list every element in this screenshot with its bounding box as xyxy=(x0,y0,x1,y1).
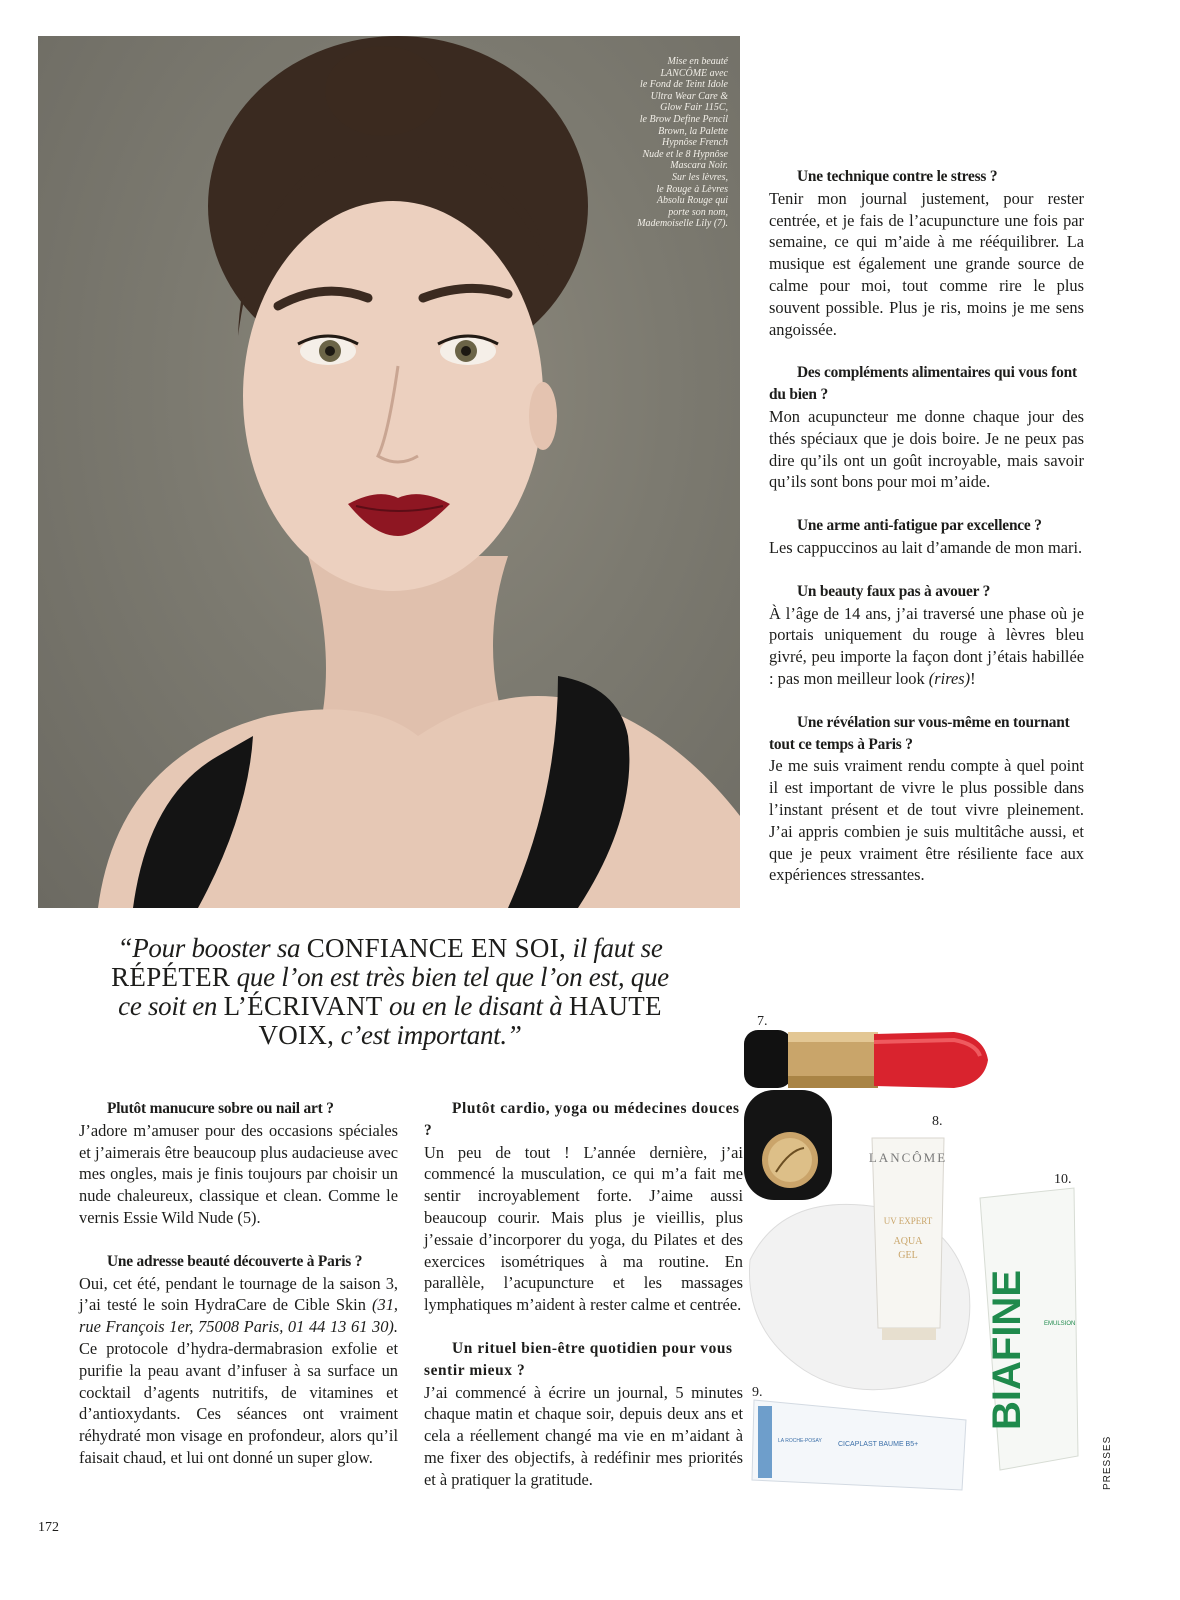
cicaplast-tube xyxy=(752,1400,966,1490)
qa-paris-revelation xyxy=(769,712,1084,886)
quote-text: c’est important.” xyxy=(334,1020,522,1050)
page-number: 172 xyxy=(38,1520,59,1535)
answer-text: Oui, cet été, pendant le tournage de la saison 3, j’ai testé le soin HydraCare de Cible Skin xyxy=(79,1273,398,1315)
quote-caps: L’ÉCRIVANT xyxy=(223,991,383,1021)
quote-text: que l’on est très bien tel que l’on est, que ce soit en xyxy=(118,962,669,1021)
biafine-brand-label: BIAFINE xyxy=(985,1270,1029,1430)
answer-end: Ce protocole d’hydra-dermabrasion exfolie et purifie la peau avant d’infuser à sa surface un cocktail d’agents nutritifs, de vitamines et d’antioxydants. Ces séances ont vraiment réhydraté mon visage en profondeur, alors qu’il faisait chaud, et lui ont donné un super glow. xyxy=(79,1338,398,1467)
answer: J’adore m’amuser pour des occasions spéciales et j’aimerais être beaucoup plus audacieuse avec mes ongles, mais je finis toujours par choisir un nude chaleureux, classique et clean. Comme le vernis Essie Wild Nude (5). xyxy=(79,1120,398,1227)
answer: Mon acupuncteur me donne chaque jour des thés spéciaux que je dois boire. Je ne peux pas dire qu’ils ont un goût incroyable, mais savoir qu’ils sont bons pour moi m’aide. xyxy=(769,406,1084,492)
cicaplast-brand-label: LA ROCHE-POSAY xyxy=(778,1438,822,1444)
product-number-7: 7. xyxy=(757,1014,768,1029)
answer xyxy=(79,1273,398,1469)
biafine-sub-label: EMULSION xyxy=(1044,1321,1076,1327)
product-number-10: 10. xyxy=(1054,1172,1072,1187)
products-drawing xyxy=(744,1010,1090,1500)
quote-text: “Pour booster sa xyxy=(117,933,307,963)
uv-label-1: UV EXPERT xyxy=(883,1216,933,1226)
products-illustration xyxy=(744,1010,1090,1500)
portrait-photo xyxy=(38,36,740,908)
answer xyxy=(769,603,1084,690)
question: Plutôt cardio, yoga ou médecines douces ? xyxy=(424,1100,740,1139)
answer: Tenir mon journal justement, pour rester centrée, et je fais de l’acupuncture une fois par semaine, ce qui m’aide à me rééquilibrer. La musique est également une grande source de calme pour moi, tout comme rire le plus souvent possible. Plus je ris, moins je me sens angoissée. xyxy=(769,188,1084,339)
question: Des compléments alimentaires qui vous font du bien ? xyxy=(769,364,1077,404)
qa-stress xyxy=(769,166,1084,340)
qa-anti-fatigue xyxy=(769,515,1084,559)
photo-credit-caption: Mise en beauté LANCÔME avec le Fond de Teint Idole Ultra Wear Care & Glow Fair 115C, le Brow Define Pencil Brown, la Palette Hypnôse French Nude et le 8 Hypnôse Mascara Noir. Sur les lèvres, le Rouge à Lèvres Absolu Rouge qui porte son nom, Mademoiselle Lily (7). xyxy=(637,56,728,230)
question: Une technique contre le stress ? xyxy=(797,168,998,185)
lipstick-product xyxy=(744,1030,988,1088)
question: Une révélation sur vous-même en tournant tout ce temps à Paris ? xyxy=(769,713,1070,753)
quote-caps: HAUTE VOIX, xyxy=(258,991,662,1050)
qa-supplements xyxy=(769,362,1084,493)
answer-end: ! xyxy=(970,668,976,688)
answer: Je me suis vraiment rendu compte à quel point il est important de vivre le plus possible dans l’instant présent et de tout vivre pleinement. J’ai appris combien je suis multitâche aussi, et que je peux vraiment être résiliente face aux expériences stressantes. xyxy=(769,756,1084,885)
quote-caps: RÉPÉTER xyxy=(111,962,231,992)
right-column xyxy=(769,166,1084,908)
answer: Un peu de tout ! L’année dernière, j’ai commencé la musculation, ce qui m’a fait me sentir incroyablement forte. J’aime aussi beaucoup courir. Mais plus je vieillis, plus j’essaie d’incorporer du yoga, du Pilates et des exercices isométriques à ma routine. En parallèle, l’acupuncture et les massages lymphatiques m’aident à rester calme et centrée. xyxy=(424,1142,743,1315)
answer-emphasis: (rires) xyxy=(928,668,971,688)
answer: J’ai commencé à écrire un journal, 5 minutes chaque matin et chaque soir, depuis deux ans et cela a réellement changé ma vie en m’aidant à me fixer des objectifs, à redéfinir mes priorités et à pratiquer la gratitude. xyxy=(424,1382,743,1489)
qa-ritual xyxy=(424,1338,743,1491)
question: Plutôt manucure sobre ou nail art ? xyxy=(107,1100,334,1117)
column-b xyxy=(424,1098,743,1513)
answer-emphasis: (31, rue François 1er, 75008 Paris, 01 44 13 61 30). xyxy=(79,1295,398,1337)
question: Une arme anti-fatigue par excellence ? xyxy=(797,517,1042,535)
lancome-brand-label: LANCÔME xyxy=(868,1150,948,1165)
qa-faux-pas xyxy=(769,581,1084,690)
column-a xyxy=(79,1098,398,1491)
uv-label-3: GEL xyxy=(898,1250,918,1261)
cicaplast-name-label: CICAPLAST BAUME B5+ xyxy=(838,1441,919,1448)
lancome-uv-tube xyxy=(869,1138,947,1340)
side-credit: PRESSES xyxy=(1102,1435,1113,1490)
quote-text: il faut se xyxy=(572,933,663,963)
product-number-8: 8. xyxy=(932,1114,943,1129)
question: Une adresse beauté découverte à Paris ? xyxy=(107,1252,363,1270)
question: Un beauty faux pas à avouer ? xyxy=(797,582,991,600)
biafine-tube xyxy=(980,1188,1078,1470)
lipstick-cap xyxy=(744,1090,832,1200)
pull-quote xyxy=(100,934,680,1050)
answer-text: À l’âge de 14 ans, j’ai traversé une phase où je portais uniquement du rouge à lèvres bleu givré, peu importe la façon dont j’étais habillée : pas mon meilleur look xyxy=(769,603,1084,688)
quote-caps: CONFIANCE EN SOI, xyxy=(306,933,567,963)
product-number-9: 9. xyxy=(752,1385,763,1400)
qa-sport xyxy=(424,1098,743,1316)
uv-label-2: AQUA xyxy=(893,1236,923,1247)
qa-manicure xyxy=(79,1098,398,1229)
qa-paris-address xyxy=(79,1251,398,1469)
quote-text: ou en le disant à xyxy=(382,991,569,1021)
answer: Les cappuccinos au lait d’amande de mon mari. xyxy=(769,537,1083,557)
question: Un rituel bien-être quotidien pour vous sentir mieux ? xyxy=(424,1339,733,1379)
